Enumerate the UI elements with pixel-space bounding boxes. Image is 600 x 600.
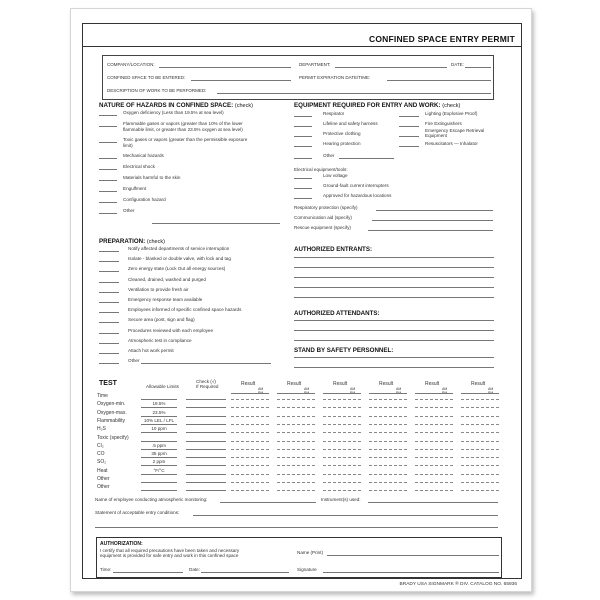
expiration-label: PERMIT EXPIRATION DATE/TIME: <box>299 75 371 80</box>
equipment-extra-field[interactable] <box>372 220 493 221</box>
test-result-cell[interactable] <box>461 449 499 450</box>
auth-date-label: Date: <box>189 567 200 572</box>
test-result-cell[interactable] <box>323 474 361 475</box>
test-result-cell[interactable] <box>461 407 499 408</box>
date-label: DATE: <box>451 62 464 67</box>
test-result-cell[interactable] <box>323 482 361 483</box>
pm-label: PM <box>258 390 264 395</box>
preparation-check: (check) <box>146 239 165 245</box>
equipment-extra-field[interactable] <box>368 230 493 231</box>
entrant-field[interactable] <box>294 287 494 288</box>
equipment-checkbox[interactable] <box>294 136 312 137</box>
conditions-field[interactable] <box>193 515 498 516</box>
test-result-cell[interactable] <box>277 432 315 433</box>
equipment-heading <box>294 102 460 109</box>
test-result-cell[interactable] <box>461 474 499 475</box>
hazard-item-text: Materials harmful to the skin <box>123 175 181 180</box>
equipment-extra-label: Respiratory protection (specify) <box>294 205 358 210</box>
test-result-cell[interactable] <box>415 449 453 450</box>
authorization-text-1: I certify that all required precautions have been taken and necessary <box>100 548 240 553</box>
pm-label: PM <box>350 390 356 395</box>
test-limit-underline <box>141 457 177 458</box>
test-result-cell[interactable] <box>369 457 407 458</box>
test-check-field[interactable] <box>186 449 226 450</box>
test-result-cell[interactable] <box>231 416 269 417</box>
test-limit-underline <box>141 482 177 483</box>
test-result-cell[interactable] <box>277 399 315 400</box>
preparation-checkbox[interactable] <box>99 271 119 272</box>
preparation-item-text: Cleaned, drained, washed and purged <box>128 276 206 282</box>
result-header: Result <box>471 381 486 387</box>
equipment-item-text: Other <box>323 153 335 158</box>
info-box <box>102 55 494 100</box>
authorization-box <box>96 537 502 578</box>
preparation-title: PREPARATION: <box>99 238 146 245</box>
test-result-cell[interactable] <box>323 399 361 400</box>
test-limit-underline <box>141 424 177 425</box>
test-result-cell[interactable] <box>461 416 499 417</box>
test-check-field[interactable] <box>186 432 226 433</box>
test-result-cell[interactable] <box>323 457 361 458</box>
equipment-extra-label: Communication aid (specify) <box>294 215 352 220</box>
preparation-item-text: Procedures reviewed with each employee <box>128 327 214 333</box>
preparation-checkbox[interactable] <box>99 322 119 323</box>
test-result-cell[interactable] <box>231 424 269 425</box>
test-result-cell[interactable] <box>277 482 315 483</box>
preparation-checkbox[interactable] <box>99 282 119 283</box>
tools-label: Electrical equipment/tools: <box>294 167 348 172</box>
preparation-checkbox[interactable] <box>99 292 119 293</box>
check-header-line2: If Required <box>196 384 219 389</box>
test-row-label: SO₂ <box>97 459 107 466</box>
tools-checkbox[interactable] <box>294 178 312 179</box>
test-result-cell[interactable] <box>277 457 315 458</box>
test-result-cell[interactable] <box>461 424 499 425</box>
attendant-field[interactable] <box>294 330 494 331</box>
test-limit-underline <box>141 432 177 433</box>
test-result-cell[interactable] <box>369 449 407 450</box>
test-result-cell[interactable] <box>277 424 315 425</box>
test-result-cell[interactable] <box>323 465 361 466</box>
test-result-cell[interactable] <box>277 449 315 450</box>
company-label: COMPANY/LOCATION: <box>107 62 155 67</box>
hazards-check: (check) <box>234 103 253 109</box>
company-field[interactable] <box>159 67 291 68</box>
test-result-cell[interactable] <box>461 432 499 433</box>
hazard-item-text: limit) <box>123 142 133 148</box>
equipment-checkbox[interactable] <box>399 116 419 117</box>
hazard-item-text: Engulfment <box>123 186 147 191</box>
hazard-checkbox[interactable] <box>99 180 117 181</box>
test-check-field[interactable] <box>186 441 226 442</box>
department-field[interactable] <box>335 67 447 68</box>
test-result-cell[interactable] <box>415 424 453 425</box>
test-result-cell[interactable] <box>415 465 453 466</box>
preparation-item-text: Isolate - blanked or double valve, with lock and tag <box>128 256 231 262</box>
hazard-checkbox[interactable] <box>99 142 117 143</box>
date-field[interactable] <box>465 67 491 68</box>
hazard-item-text: Flammable gases or vapors (greater than 10% of the lower <box>123 121 243 126</box>
tools-item-text: Approved for hazardous locations <box>323 193 392 198</box>
equipment-title: EQUIPMENT REQUIRED FOR ENTRY AND WORK: <box>294 102 441 109</box>
equipment-checkbox[interactable] <box>399 146 419 147</box>
test-result-cell[interactable] <box>231 482 269 483</box>
test-result-cell[interactable] <box>415 432 453 433</box>
test-result-cell[interactable] <box>277 416 315 417</box>
test-result-cell[interactable] <box>415 399 453 400</box>
result-header: Result <box>287 381 302 387</box>
standby-field[interactable] <box>294 367 494 368</box>
hazard-checkbox[interactable] <box>99 202 117 203</box>
entrant-field[interactable] <box>294 277 494 278</box>
equipment-item-text: Resuscitators — Inhalator <box>425 141 478 146</box>
test-check-field[interactable] <box>186 482 226 483</box>
attendant-field[interactable] <box>294 340 494 341</box>
test-limit-underline <box>141 441 177 442</box>
check-header <box>196 379 218 389</box>
test-row-label: Oxygen-min. <box>97 401 126 408</box>
test-result-cell[interactable] <box>369 465 407 466</box>
preparation-heading <box>99 238 165 245</box>
standby-field[interactable] <box>294 357 494 358</box>
hazard-item-text: Mechanical hazards <box>123 153 164 158</box>
am-label: AM <box>488 387 494 391</box>
equipment-item-text: Fire Extinguishers <box>425 121 462 126</box>
conditions-field-2[interactable] <box>95 527 498 528</box>
hazard-item-text: Toxic gases or vapors (greater than the permissible exposure <box>123 137 248 142</box>
test-result-cell[interactable] <box>231 441 269 442</box>
test-check-field[interactable] <box>186 474 226 475</box>
entrant-field[interactable] <box>294 297 494 298</box>
test-result-cell[interactable] <box>415 416 453 417</box>
test-row-label: H₂S <box>97 426 106 433</box>
hazard-checkbox[interactable] <box>99 191 117 192</box>
test-limit-underline <box>141 490 177 491</box>
test-result-cell[interactable] <box>461 490 499 491</box>
hazard-checkbox[interactable] <box>99 213 117 214</box>
test-result-cell[interactable] <box>369 416 407 417</box>
hazard-item-text: Oxygen deficiency (Less than 19.5% at sea level) <box>123 110 224 115</box>
test-result-cell[interactable] <box>415 441 453 442</box>
test-row-label: Other <box>97 476 110 482</box>
entrant-field[interactable] <box>294 267 494 268</box>
test-row-label: Heat <box>97 467 108 474</box>
equipment-checkbox[interactable] <box>399 136 419 137</box>
test-result-cell[interactable] <box>231 399 269 400</box>
test-row-limit: 23.5% <box>152 409 166 415</box>
test-result-cell[interactable] <box>323 407 361 408</box>
test-result-cell[interactable] <box>231 465 269 466</box>
test-check-field[interactable] <box>186 490 226 491</box>
preparation-item-text: Ventilation to provide fresh air <box>128 286 189 292</box>
test-result-cell[interactable] <box>369 407 407 408</box>
signature-label: Signature <box>297 567 317 572</box>
preparation-other-field[interactable] <box>141 363 271 364</box>
equipment-item-text: Respirator <box>323 111 345 116</box>
test-heading: TEST <box>99 380 117 387</box>
test-result-cell[interactable] <box>231 449 269 450</box>
hazard-item-text: Configuration hazard <box>123 197 166 202</box>
test-row-limit: .5 ppm <box>151 442 167 448</box>
test-result-cell[interactable] <box>231 490 269 491</box>
auth-date-field[interactable] <box>201 572 289 573</box>
preparation-item-text: Secure area (post, sign and flag) <box>128 317 195 323</box>
equipment-item-text: Hearing protection <box>323 141 361 146</box>
test-result-cell[interactable] <box>461 482 499 483</box>
time-field[interactable] <box>113 572 183 573</box>
space-label: CONFINED SPACE TO BE ENTERED: <box>107 75 186 80</box>
test-limit-underline <box>141 407 177 408</box>
test-result-cell[interactable] <box>231 457 269 458</box>
test-row-label: Oxygen-max. <box>97 409 127 416</box>
signature-field[interactable] <box>323 572 499 573</box>
test-result-cell[interactable] <box>369 399 407 400</box>
test-check-field[interactable] <box>186 457 226 458</box>
pm-label: PM <box>304 390 310 395</box>
test-row-limit: 10 ppm <box>151 426 167 432</box>
test-row-limit: 2 ppm <box>152 459 166 465</box>
preparation-item-text: Zero energy state (Lock Out all energy sources) <box>128 266 226 272</box>
test-limit-underline <box>141 449 177 450</box>
equipment-checkbox[interactable] <box>294 116 312 117</box>
tools-item-text: Ground-fault current interrupters <box>323 183 389 188</box>
hazard-checkbox[interactable] <box>99 169 117 170</box>
attendants-heading: AUTHORIZED ATTENDANTS: <box>294 310 380 317</box>
test-result-cell[interactable] <box>461 441 499 442</box>
test-result-cell[interactable] <box>415 474 453 475</box>
department-label: DEPARTMENT: <box>299 62 331 67</box>
test-row-label: Time <box>97 393 108 399</box>
test-result-cell[interactable] <box>231 407 269 408</box>
test-row-limit: °F/°C <box>153 467 165 473</box>
permit-sheet <box>70 8 532 592</box>
test-result-cell[interactable] <box>277 441 315 442</box>
equipment-checkbox[interactable] <box>294 126 312 127</box>
preparation-item-text: Other <box>128 358 140 364</box>
test-limit-underline <box>141 465 177 466</box>
test-result-cell[interactable] <box>231 474 269 475</box>
preparation-item-text: Notify affected departments of service interruption <box>128 246 230 251</box>
test-result-cell[interactable] <box>415 407 453 408</box>
am-label: AM <box>442 387 448 391</box>
test-limit-underline <box>141 399 177 400</box>
test-limit-underline <box>141 416 177 417</box>
description-field[interactable] <box>217 93 491 94</box>
preparation-item-text: Employees informed of specific confined space hazards <box>128 307 242 313</box>
preparation-checkbox[interactable] <box>99 343 119 344</box>
description-label: DESCRIPTION OF WORK TO BE PERFORMED: <box>107 88 207 93</box>
preparation-checkbox[interactable] <box>99 312 119 313</box>
test-result-cell[interactable] <box>369 424 407 425</box>
preparation-item-text: Emergency response team available <box>128 297 203 302</box>
equipment-item-text: Emergency Escape Retrieval Equipment <box>425 128 485 138</box>
tools-item-text: Low voltage <box>323 173 348 178</box>
hazards-heading <box>99 102 253 109</box>
test-result-cell[interactable] <box>323 432 361 433</box>
test-row-label: Cl₂ <box>97 442 104 449</box>
expiration-field[interactable] <box>387 80 491 81</box>
am-label: AM <box>396 387 402 391</box>
equipment-checkbox[interactable] <box>294 158 312 159</box>
test-result-cell[interactable] <box>277 465 315 466</box>
result-header: Result <box>333 381 348 387</box>
test-row-label: Flammability <box>97 417 126 424</box>
name-print-label: Name (Print) <box>297 550 324 555</box>
result-header: Result <box>379 381 394 387</box>
test-result-cell[interactable] <box>277 490 315 491</box>
test-result-cell[interactable] <box>461 465 499 466</box>
time-label: Time: <box>100 567 112 572</box>
preparation-checkbox[interactable] <box>99 261 119 262</box>
test-limit-underline <box>141 474 177 475</box>
hazard-item-text: Electrical shock <box>123 164 155 169</box>
hazard-item-text: flammable limit, or greater than 23.5% oxygen at sea level) <box>123 126 243 132</box>
test-result-cell[interactable] <box>369 490 407 491</box>
conditions-label: Statement of acceptable entry conditions: <box>95 510 180 515</box>
test-row-label: Other <box>97 484 110 491</box>
authorization-text-2: equipment is provided for safe entry and work in this confined space <box>100 553 239 558</box>
hazard-checkbox[interactable] <box>99 158 117 159</box>
hazard-checkbox[interactable] <box>99 126 117 127</box>
preparation-item-text: Attach hot work permit <box>128 348 174 353</box>
test-result-cell[interactable] <box>323 490 361 491</box>
am-label: AM <box>350 387 356 391</box>
page-title: CONFINED SPACE ENTRY PERMIT <box>369 34 515 44</box>
test-result-cell[interactable] <box>323 416 361 417</box>
equipment-checkbox[interactable] <box>399 126 419 127</box>
test-check-field[interactable] <box>186 407 226 408</box>
test-result-cell[interactable] <box>369 432 407 433</box>
pm-label: PM <box>488 390 494 395</box>
tools-checkbox[interactable] <box>294 198 312 199</box>
standby-heading: STAND BY SAFETY PERSONNEL: <box>294 347 394 354</box>
test-row-label: CO <box>97 451 105 458</box>
check-header-line1: Check (√) <box>196 379 216 384</box>
preparation-item-text: Atmospheric test in compliance <box>128 337 192 343</box>
instruments-field[interactable] <box>368 502 498 503</box>
test-result-cell[interactable] <box>415 490 453 491</box>
pm-label: PM <box>396 390 402 395</box>
test-row-label: Toxic (specify) <box>97 434 129 441</box>
tools-checkbox[interactable] <box>294 188 312 189</box>
test-check-field[interactable] <box>186 399 226 400</box>
hazards-title: NATURE OF HAZARDS IN CONFINED SPACE: <box>99 102 234 109</box>
test-result-cell[interactable] <box>277 474 315 475</box>
equipment-item-text: Lighting (Explosive Proof) <box>425 111 478 116</box>
test-result-cell[interactable] <box>461 399 499 400</box>
space-field[interactable] <box>191 80 291 81</box>
preparation-checkbox[interactable] <box>99 363 119 364</box>
instruments-label: Instrument(s) used: <box>321 497 361 502</box>
authorization-heading: AUTHORIZATION: <box>100 541 143 547</box>
am-label: AM <box>304 387 310 391</box>
attendant-field[interactable] <box>294 320 494 321</box>
allowable-limits-header: Allowable Limits <box>146 384 179 389</box>
preparation-checkbox[interactable] <box>99 353 119 354</box>
test-result-cell[interactable] <box>231 432 269 433</box>
preparation-checkbox[interactable] <box>99 302 119 303</box>
test-check-field[interactable] <box>186 416 226 417</box>
test-result-cell[interactable] <box>369 474 407 475</box>
equipment-check: (check) <box>442 103 461 109</box>
equipment-extra-label: Rescue equipment (specify) <box>294 225 351 230</box>
test-result-cell[interactable] <box>323 449 361 450</box>
footer-catalog: BRADY USA SIGNMARK ® DIV. CATALOG NO. 65936 <box>399 582 517 587</box>
test-row-limit: 35 ppm <box>151 451 167 457</box>
test-result-cell[interactable] <box>461 457 499 458</box>
hazard-item-text: Other <box>123 208 135 213</box>
test-row-limit: 19.5% <box>152 401 166 407</box>
equipment-item-text: Protective clothing <box>323 131 361 136</box>
preparation-checkbox[interactable] <box>99 251 119 252</box>
test-result-cell[interactable] <box>415 482 453 483</box>
entrants-heading: AUTHORIZED ENTRANTS: <box>294 246 373 253</box>
equipment-checkbox[interactable] <box>294 146 312 147</box>
result-header: Result <box>241 381 256 387</box>
test-check-field[interactable] <box>186 424 226 425</box>
permit-frame <box>82 23 522 579</box>
test-result-cell[interactable] <box>369 482 407 483</box>
test-row-limit: 10% LEL / LFL <box>143 417 175 423</box>
test-result-cell[interactable] <box>415 457 453 458</box>
equipment-extra-field[interactable] <box>376 210 493 211</box>
title-divider <box>83 46 521 47</box>
hazard-other-field[interactable] <box>152 223 280 224</box>
test-check-field[interactable] <box>186 465 226 466</box>
hazard-checkbox[interactable] <box>99 115 117 116</box>
preparation-checkbox[interactable] <box>99 333 119 334</box>
monitoring-field[interactable] <box>220 502 316 503</box>
pm-label: PM <box>442 390 448 395</box>
test-result-cell[interactable] <box>369 441 407 442</box>
test-result-cell[interactable] <box>323 441 361 442</box>
name-print-field[interactable] <box>327 555 499 556</box>
test-result-cell[interactable] <box>323 424 361 425</box>
equipment-other-field[interactable] <box>339 158 394 159</box>
test-result-cell[interactable] <box>277 407 315 408</box>
entrant-field[interactable] <box>294 257 494 258</box>
result-header: Result <box>425 381 440 387</box>
am-label: AM <box>258 387 264 391</box>
monitoring-label: Name of employee conducting atmospheric monitoring: <box>95 497 208 502</box>
equipment-item-text: Lifeline and safety harness <box>323 121 378 126</box>
